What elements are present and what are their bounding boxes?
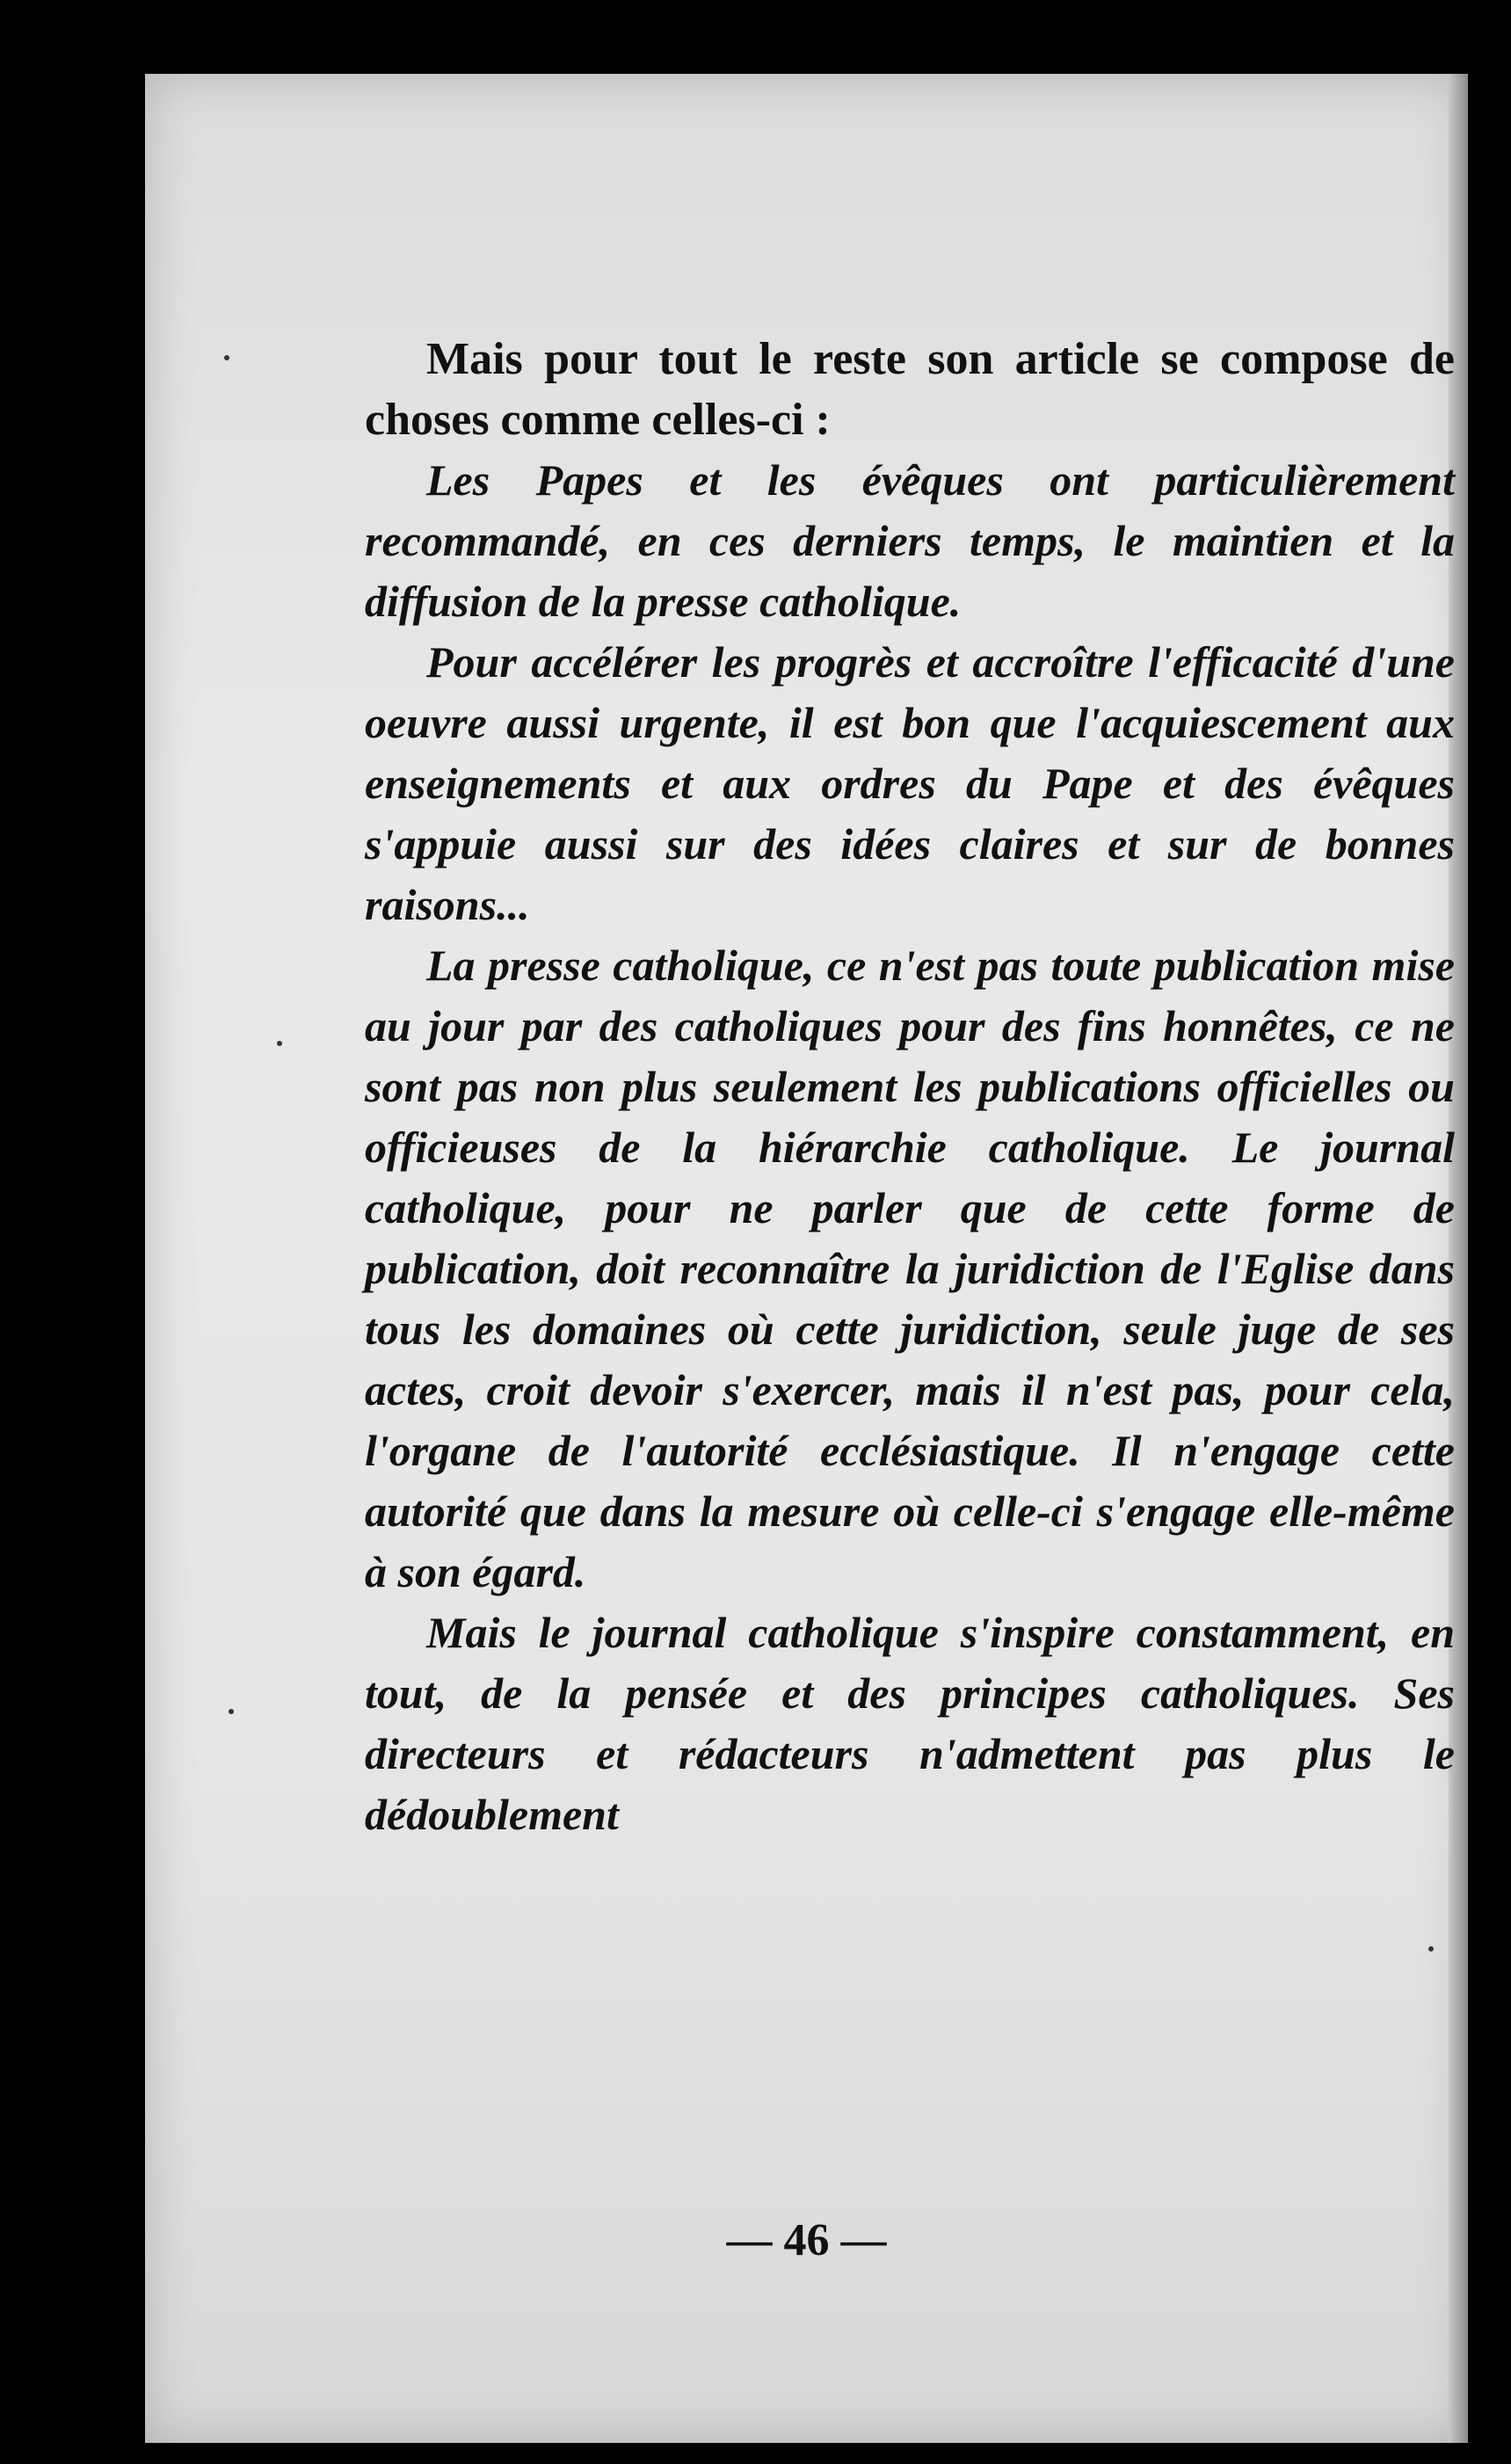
quoted-paragraph-2: Pour accélérer les progrès et accroître l'efficacité d'une oeuvre aussi urgente, il est bon que l'acquiescement aux enseignements et aux ordres du Pape et des évêques s'appuie aussi sur des idées claires et sur de bonnes raisons... bbox=[365, 637, 1455, 929]
quoted-paragraph-3: La presse catholique, ce n'est pas toute publication mise au jour par des catholiques pour des fins honnêtes, ce ne sont pas non plus seulement les publications officielles ou officieuses de la hiérarchie catholique. Le journal catholique, pour ne parler que de cette forme de publication, doit reconnaître la juridiction de l'Eglise dans tous les domaines où cette juridiction, seule juge de ses actes, croit devoir s'exercer, mais il n'est pas, pour cela, l'organe de l'autorité ecclésiastique. Il n'engage cette autorité que dans la mesure où celle-ci s'engage elle-même à son égard. bbox=[365, 941, 1455, 1596]
scan-speck bbox=[277, 1041, 282, 1046]
book-page bbox=[145, 74, 1468, 2443]
body-text bbox=[365, 329, 1455, 1845]
quoted-paragraph-4: Mais le journal catholique s'inspire constamment, en tout, de la pensée et des principes catholiques. Ses directeurs et rédacteurs n'admettent pas plus le dédoublement bbox=[365, 1608, 1455, 1839]
page-number: — 46 — bbox=[726, 2215, 887, 2265]
intro-paragraph: Mais pour tout le reste son article se compose de choses comme celles-ci : bbox=[365, 334, 1455, 445]
quoted-paragraph-1: Les Papes et les évêques ont particulièrement recommandé, en ces derniers temps, le maintien et la diffusion de la presse catholique. bbox=[365, 455, 1455, 626]
scan-speck bbox=[229, 1709, 234, 1714]
scan-speck bbox=[1428, 1946, 1434, 1952]
scan-speck bbox=[224, 355, 229, 360]
